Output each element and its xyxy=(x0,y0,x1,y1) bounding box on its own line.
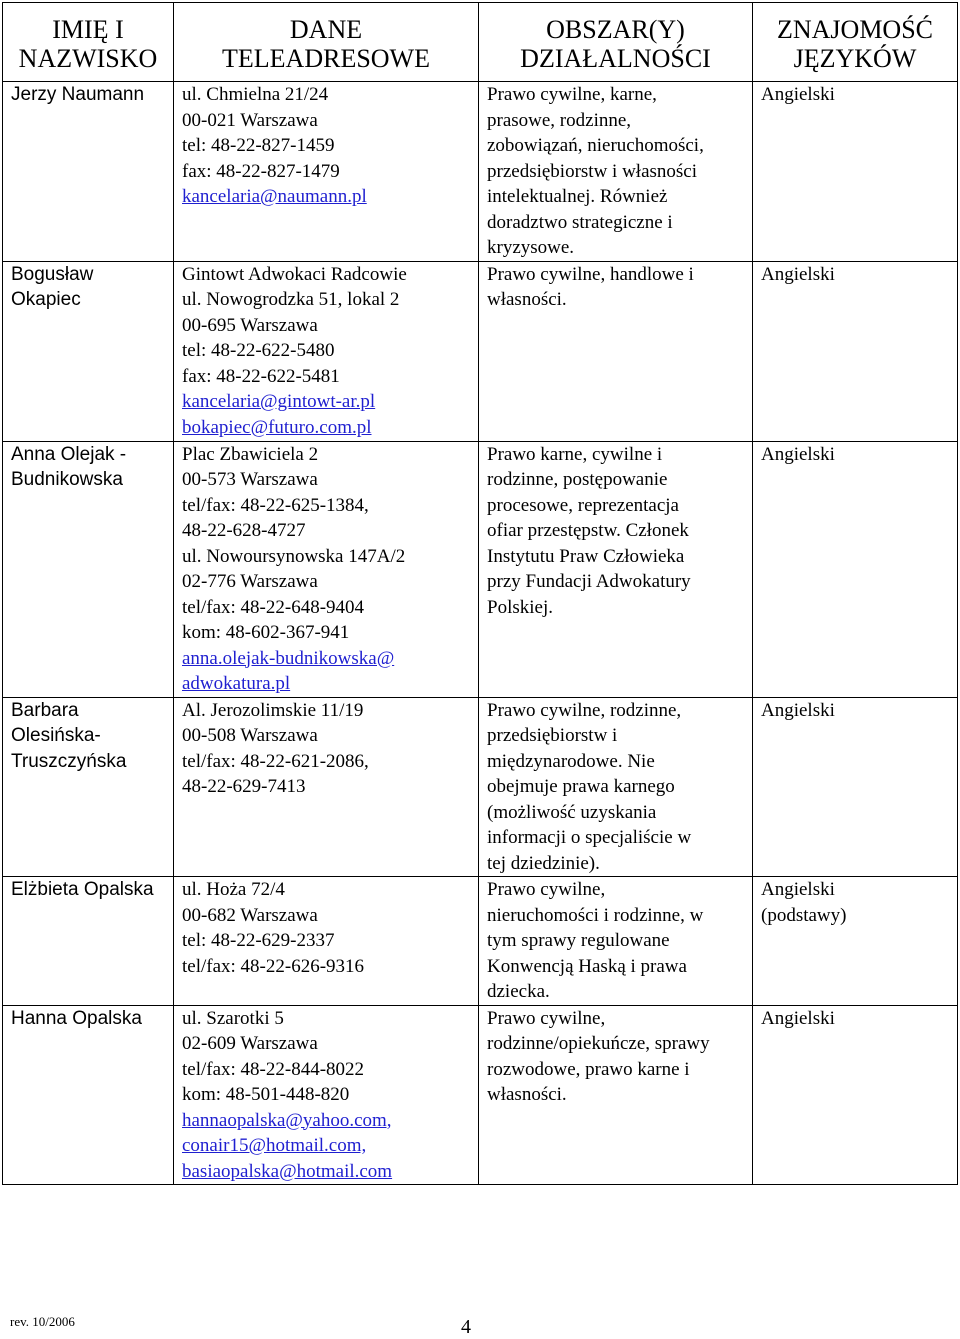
lawyer-name-line: Hanna Opalska xyxy=(11,1007,142,1029)
contact-line: fax: 48-22-827-1479 xyxy=(182,160,340,182)
contact-line: tel: 48-22-629-2337 xyxy=(182,930,335,951)
lawyer-name-line: Budnikowska xyxy=(11,469,123,490)
contact-line: kom: 48-602-367-941 xyxy=(182,622,350,643)
practice-area-line: intelektualnej. Również xyxy=(487,186,668,207)
practice-areas xyxy=(479,82,753,262)
practice-area-line: kryzysowe. xyxy=(487,237,575,258)
contact-line: tel/fax: 48-22-844-8022 xyxy=(182,1058,365,1080)
email-link[interactable]: adwokatura.pl xyxy=(182,673,291,694)
contact-line: tel: 48-22-622-5480 xyxy=(182,340,335,361)
table-row xyxy=(3,82,958,262)
practice-area-line: Instytutu Praw Człowieka xyxy=(487,545,685,567)
practice-area-line: rodzinne/opiekuńcze, sprawy xyxy=(487,1033,710,1054)
header-name-line: NAZWISKO xyxy=(18,44,158,73)
language-line: Angielski xyxy=(761,263,835,285)
practice-area-line: własności. xyxy=(487,289,567,310)
contact-line: 02-776 Warszawa xyxy=(182,571,318,592)
contact-line: tel/fax: 48-22-621-2086, xyxy=(182,750,369,772)
contact-line: 00-021 Warszawa xyxy=(182,109,318,131)
practice-area-line: tej dziedzinie). xyxy=(487,852,600,874)
contact-line: tel/fax: 48-22-625-1384, xyxy=(182,494,369,516)
practice-area-line: prasowe, rodzinne, xyxy=(487,109,632,131)
practice-area-line: własności. xyxy=(487,1084,567,1105)
languages xyxy=(753,877,958,1006)
email-link[interactable]: kancelaria@gintowt-ar.pl xyxy=(182,391,376,412)
practice-area-line: rozwodowe, prawo karne i xyxy=(487,1058,690,1080)
contact-details xyxy=(174,261,479,441)
header-contact-line: TELEADRESOWE xyxy=(222,44,430,73)
practice-area-line: rodzinne, postępowanie xyxy=(487,469,668,490)
contact-line: ul. Nowoursynowska 147A/2 xyxy=(182,545,406,567)
practice-areas xyxy=(479,261,753,441)
contact-line: 48-22-629-7413 xyxy=(182,776,306,797)
practice-area-line: ofiar przestępstw. Członek xyxy=(487,520,689,541)
languages xyxy=(753,697,958,877)
lawyer-name-line: Olesińska- xyxy=(11,725,101,746)
contact-details xyxy=(174,441,479,697)
practice-area-line: obejmuje prawa karnego xyxy=(487,776,675,797)
contact-line: ul. Szarotki 5 xyxy=(182,1007,284,1029)
contact-line: 00-573 Warszawa xyxy=(182,469,318,490)
email-link[interactable]: conair15@hotmail.com, xyxy=(182,1135,367,1156)
practice-area-line: Prawo cywilne, xyxy=(487,879,606,900)
header-contact xyxy=(174,3,479,82)
practice-area-line: przy Fundacji Adwokatury xyxy=(487,571,691,592)
lawyer-name xyxy=(3,877,174,1006)
practice-area-line: procesowe, reprezentacja xyxy=(487,494,679,516)
practice-area-line: zobowiązań, nieruchomości, xyxy=(487,135,704,156)
header-name xyxy=(3,3,174,82)
revision-label: rev. 10/2006 xyxy=(10,1314,75,1329)
practice-area-line: Konwencją Haską i prawa xyxy=(487,955,687,977)
lawyer-name xyxy=(3,82,174,262)
header-contact-line: DANE xyxy=(289,15,363,44)
practice-areas xyxy=(479,441,753,697)
contact-line: kom: 48-501-448-820 xyxy=(182,1084,350,1105)
contact-details xyxy=(174,697,479,877)
language-line: Angielski xyxy=(761,699,835,721)
contact-line: 00-508 Warszawa xyxy=(182,725,318,746)
header-name-line: IMIĘ I xyxy=(52,15,124,44)
languages xyxy=(753,261,958,441)
contact-details xyxy=(174,877,479,1006)
contact-line: Al. Jerozolimskie 11/19 xyxy=(182,699,364,721)
header-languages-line: JĘZYKÓW xyxy=(793,44,917,73)
lawyer-name xyxy=(3,1005,174,1185)
language-line: Angielski xyxy=(761,84,835,105)
practice-area-line: nieruchomości i rodzinne, w xyxy=(487,904,704,926)
header-area xyxy=(479,3,753,82)
email-link[interactable]: bokapiec@futuro.com.pl xyxy=(182,416,372,438)
header-area-line: OBSZAR(Y) xyxy=(546,15,685,44)
lawyer-name-line: Barbara xyxy=(11,699,79,721)
header-row xyxy=(3,3,958,82)
practice-area-line: informacji o specjaliście w xyxy=(487,827,692,848)
practice-areas xyxy=(479,1005,753,1185)
practice-area-line: (możliwość uzyskania xyxy=(487,801,657,823)
practice-areas xyxy=(479,697,753,877)
language-line: Angielski xyxy=(761,1007,835,1029)
practice-area-line: Polskiej. xyxy=(487,596,553,618)
table-body xyxy=(3,82,958,1185)
lawyer-name-line: Okapiec xyxy=(11,289,81,310)
lawyer-name-line: Truszczyńska xyxy=(11,750,127,772)
contact-details xyxy=(174,1005,479,1185)
practice-area-line: Prawo cywilne, handlowe i xyxy=(487,263,694,285)
practice-areas xyxy=(479,877,753,1006)
practice-area-line: Prawo cywilne, xyxy=(487,1007,606,1029)
lawyer-name xyxy=(3,261,174,441)
practice-area-line: przedsiębiorstw i własności xyxy=(487,160,698,182)
contact-line: 02-609 Warszawa xyxy=(182,1033,318,1054)
practice-area-line: tym sprawy regulowane xyxy=(487,930,670,951)
practice-area-line: Prawo cywilne, rodzinne, xyxy=(487,699,682,721)
lawyer-name-line: Anna Olejak - xyxy=(11,443,127,465)
contact-line: Plac Zbawiciela 2 xyxy=(182,443,319,465)
contact-line: ul. Nowogrodzka 51, lokal 2 xyxy=(182,289,400,310)
contact-line: 48-22-628-4727 xyxy=(182,520,306,541)
contact-line: tel/fax: 48-22-648-9404 xyxy=(182,596,365,618)
practice-area-line: przedsiębiorstw i xyxy=(487,725,618,746)
practice-area-line: Prawo karne, cywilne i xyxy=(487,443,663,465)
practice-area-line: doradztwo strategiczne i xyxy=(487,211,673,233)
contact-line: 00-695 Warszawa xyxy=(182,314,318,336)
table-row xyxy=(3,441,958,697)
table-row xyxy=(3,1005,958,1185)
header-area-line: DZIAŁALNOŚCI xyxy=(520,44,711,73)
contact-line: ul. Chmielna 21/24 xyxy=(182,84,329,105)
email-link[interactable]: hannaopalska@yahoo.com, xyxy=(182,1109,392,1131)
page-number: 4 xyxy=(461,1316,471,1338)
practice-area-line: Prawo cywilne, karne, xyxy=(487,84,657,105)
contact-line: fax: 48-22-622-5481 xyxy=(182,365,340,387)
header-languages-line: ZNAJOMOŚĆ xyxy=(776,15,934,44)
lawyer-name xyxy=(3,441,174,697)
language-line: (podstawy) xyxy=(761,904,847,926)
languages xyxy=(753,82,958,262)
contact-line: tel/fax: 48-22-626-9316 xyxy=(182,955,365,977)
table-row xyxy=(3,697,958,877)
lawyer-name-line: Jerzy Naumann xyxy=(11,84,145,105)
language-line: Angielski xyxy=(761,443,835,465)
lawyers-table xyxy=(2,2,958,1185)
languages xyxy=(753,1005,958,1185)
lawyer-name-line: Bogusław xyxy=(11,263,94,285)
header-languages xyxy=(753,3,958,82)
contact-line: 00-682 Warszawa xyxy=(182,904,318,926)
practice-area-line: międzynarodowe. Nie xyxy=(487,750,655,772)
language-line: Angielski xyxy=(761,879,835,900)
languages xyxy=(753,441,958,697)
contact-line: ul. Hoża 72/4 xyxy=(182,879,285,900)
email-link[interactable]: anna.olejak-budnikowska@ xyxy=(182,647,395,669)
email-link[interactable]: kancelaria@naumann.pl xyxy=(182,186,367,207)
table-row xyxy=(3,261,958,441)
email-link[interactable]: basiaopalska@hotmail.com xyxy=(182,1160,393,1182)
practice-area-line: dziecka. xyxy=(487,981,550,1002)
contact-line: tel: 48-22-827-1459 xyxy=(182,135,335,156)
table-row xyxy=(3,877,958,1006)
contact-details xyxy=(174,82,479,262)
lawyer-name xyxy=(3,697,174,877)
lawyer-name-line: Elżbieta Opalska xyxy=(11,879,154,900)
contact-line: Gintowt Adwokaci Radcowie xyxy=(182,263,407,285)
